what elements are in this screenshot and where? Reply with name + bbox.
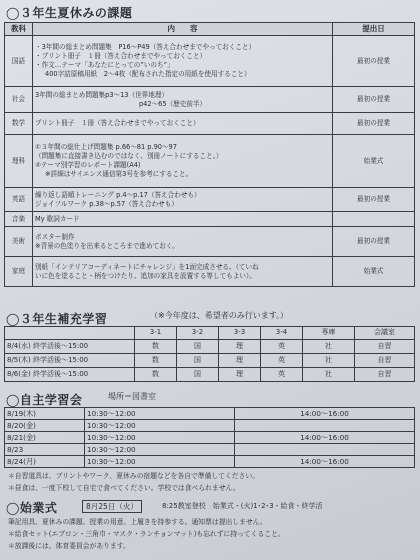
cell: 英 — [261, 354, 303, 368]
content-line: ※詳細はサイエンス通信第3号を参考にすること。 — [45, 169, 193, 178]
subject-cell: 理科 — [5, 135, 33, 188]
content-line: ・プリント冊子 １冊（答え合わせまでやっておくこと） — [35, 52, 207, 61]
content-cell — [33, 113, 333, 135]
opening-ceremony-line: ＊放課後には、体育委員会があります。 — [8, 542, 130, 550]
afternoon-cell — [235, 444, 415, 456]
afternoon-cell: 14:00～16:00 — [235, 408, 415, 420]
header-room: 専庫 — [303, 327, 355, 340]
supplementary-row — [5, 368, 415, 382]
due-cell: 最初の授業 — [333, 227, 415, 257]
header-due: 提出日 — [333, 23, 415, 36]
content-cell — [33, 87, 333, 113]
self-study-place: 場所＝図書室 — [108, 392, 156, 401]
supplementary-subtitle: （※今年度は、希望者のみ行います。） — [150, 311, 289, 320]
content-line: ②テーマ別学習のレポート課題(A4) — [35, 161, 141, 169]
supplementary-title: ◯３年生補充学習 — [6, 312, 108, 326]
opening-ceremony-line: 筆記用具、夏休みの課題、授業の用意、上履きを持参する。通知票は提出しません。 — [8, 518, 267, 526]
content-cell — [33, 257, 333, 287]
content-cell — [33, 36, 333, 87]
due-cell: 最初の授業 — [333, 36, 415, 87]
content-line: p42～65（歴史前半） — [139, 99, 207, 108]
row-music — [5, 212, 415, 227]
homework-header-row — [5, 23, 415, 36]
supplementary-table — [4, 326, 415, 382]
cell: 理 — [219, 340, 261, 354]
self-study-title: ◯自主学習会 — [6, 393, 83, 407]
cell: 理 — [219, 368, 261, 382]
header-meeting-room: 会議室 — [355, 327, 415, 340]
cell: 自習 — [355, 354, 415, 368]
content-line: ・3年間の総まとめ問題集 P16～P49（答え合わせまでやっておくこと） — [35, 43, 256, 52]
subject-cell: 英語 — [5, 188, 33, 212]
self-study-row — [5, 456, 415, 468]
header-subject: 教科 — [5, 23, 33, 36]
date-cell: 8/19(木) — [5, 408, 85, 420]
cell: 自習 — [355, 368, 415, 382]
header-3-4: 3-4 — [261, 327, 303, 340]
opening-ceremony-date: 8月25日（火） — [82, 500, 142, 513]
content-line: プリント冊子 １冊（答え合わせまでやっておくこと） — [35, 119, 200, 128]
supplementary-row — [5, 354, 415, 368]
supplementary-header-row — [5, 327, 415, 340]
content-cell — [33, 212, 333, 227]
morning-cell: 10:30～12:00 — [85, 408, 235, 420]
cell: 数 — [135, 354, 177, 368]
content-line: 400字詰原稿用紙 2～4枚（配布された指定の用紙を使用すること） — [45, 69, 251, 78]
self-study-row — [5, 408, 415, 420]
content-cell — [33, 135, 333, 188]
date-cell: 8/24(月) — [5, 456, 85, 468]
subject-cell: 数学 — [5, 113, 33, 135]
cell: 社 — [303, 340, 355, 354]
cell: 国 — [177, 368, 219, 382]
header-3-3: 3-3 — [219, 327, 261, 340]
due-cell: 始業式 — [333, 257, 415, 287]
afternoon-cell: 14:00～16:00 — [235, 432, 415, 444]
subject-cell: 国語 — [5, 36, 33, 87]
header-3-1: 3-1 — [135, 327, 177, 340]
self-study-note: ＊昼食は、一度下校して自宅で食べてください。学校では食べられません。 — [8, 484, 240, 492]
content-line: ※背景の色塗りを出来るところまで進めておく。 — [35, 241, 179, 250]
opening-ceremony-schedule: 8:25教室登校 始業式・(火)1･2･3・給食・終学活 — [162, 502, 323, 510]
opening-ceremony-title: ◯始業式 — [6, 501, 58, 515]
homework-table — [4, 22, 415, 287]
self-study-row — [5, 444, 415, 456]
content-line: 3年間の総まとめ問題集p3～13（世界地理） — [35, 90, 169, 99]
header-3-2: 3-2 — [177, 327, 219, 340]
date-label: 8/4(水) 終学活後～15:00 — [5, 340, 135, 354]
row-math — [5, 113, 415, 135]
afternoon-cell — [235, 420, 415, 432]
self-study-row — [5, 432, 415, 444]
subject-cell: 家庭 — [5, 257, 33, 287]
date-cell: 8/20(金) — [5, 420, 85, 432]
date-cell: 8/21(金) — [5, 432, 85, 444]
morning-cell: 10:30～12:00 — [85, 444, 235, 456]
due-cell: 最初の授業 — [333, 87, 415, 113]
self-study-table — [4, 407, 415, 468]
content-cell — [33, 188, 333, 212]
cell: 国 — [177, 340, 219, 354]
row-art — [5, 227, 415, 257]
due-cell: 最初の授業 — [333, 188, 415, 212]
content-line: ・作文…テーマ「あなたにとっての”いのち”」 — [35, 61, 174, 69]
content-line: （問題集に直接書き込むのではなく、別冊ノートにすること。） — [35, 152, 223, 161]
content-line: ポスター制作 — [35, 232, 75, 241]
cell: 国 — [177, 354, 219, 368]
row-home-economics — [5, 257, 415, 287]
date-label: 8/6(金) 終学活後～15:00 — [5, 368, 135, 382]
header-content: 内 容 — [33, 23, 333, 36]
supplementary-row — [5, 340, 415, 354]
morning-cell: 10:30～12:00 — [85, 420, 235, 432]
row-science — [5, 135, 415, 188]
cell: 数 — [135, 368, 177, 382]
cell: 自習 — [355, 340, 415, 354]
row-english — [5, 188, 415, 212]
content-line: ジョイフルワーク p.38～p.57（答え合わせも） — [35, 199, 178, 208]
cell: 理 — [219, 354, 261, 368]
cell: 社 — [303, 354, 355, 368]
self-study-row — [5, 420, 415, 432]
content-line: My 歌詞カード — [35, 214, 80, 223]
content-line: ①３年間の総仕上げ問題集 p.66～81 p.90～97 — [35, 143, 177, 152]
content-line: 繰り返し語順トレーニング p.4～p.17（答え合わせも） — [35, 190, 201, 199]
morning-cell: 10:30～12:00 — [85, 456, 235, 468]
row-japanese — [5, 36, 415, 87]
subject-cell: 美術 — [5, 227, 33, 257]
date-label: 8/5(木) 終学活後～15:00 — [5, 354, 135, 368]
homework-title: ◯３年生夏休みの課題 — [6, 6, 133, 20]
date-cell: 8/23 — [5, 444, 85, 456]
afternoon-cell: 14:00～16:00 — [235, 456, 415, 468]
morning-cell: 10:30～12:00 — [85, 432, 235, 444]
cell: 英 — [261, 340, 303, 354]
due-cell — [333, 212, 415, 227]
self-study-note: ＊自習道具は、プリントやワーク、夏休みの宿題などを各自で準備してください。 — [8, 472, 259, 480]
due-cell: 始業式 — [333, 135, 415, 188]
row-social — [5, 87, 415, 113]
cell: 社 — [303, 368, 355, 382]
opening-ceremony-line: ＊給食セット(エプロン・三角巾・マスク・ランチョンマット)も忘れずに持ってくること。 — [8, 530, 285, 538]
subject-cell: 音楽 — [5, 212, 33, 227]
content-line: 別紙「インテリアコーディネートにチャレンジ」を1面完成させる。（ていね — [35, 262, 259, 271]
blank-header — [5, 327, 135, 340]
cell: 英 — [261, 368, 303, 382]
subject-cell: 社会 — [5, 87, 33, 113]
cell: 数 — [135, 340, 177, 354]
content-line: いに色を塗ること・柄をつけたり、追加の家具を設置する等してもよい）。 — [35, 271, 256, 280]
content-cell — [33, 227, 333, 257]
due-cell: 最初の授業 — [333, 113, 415, 135]
